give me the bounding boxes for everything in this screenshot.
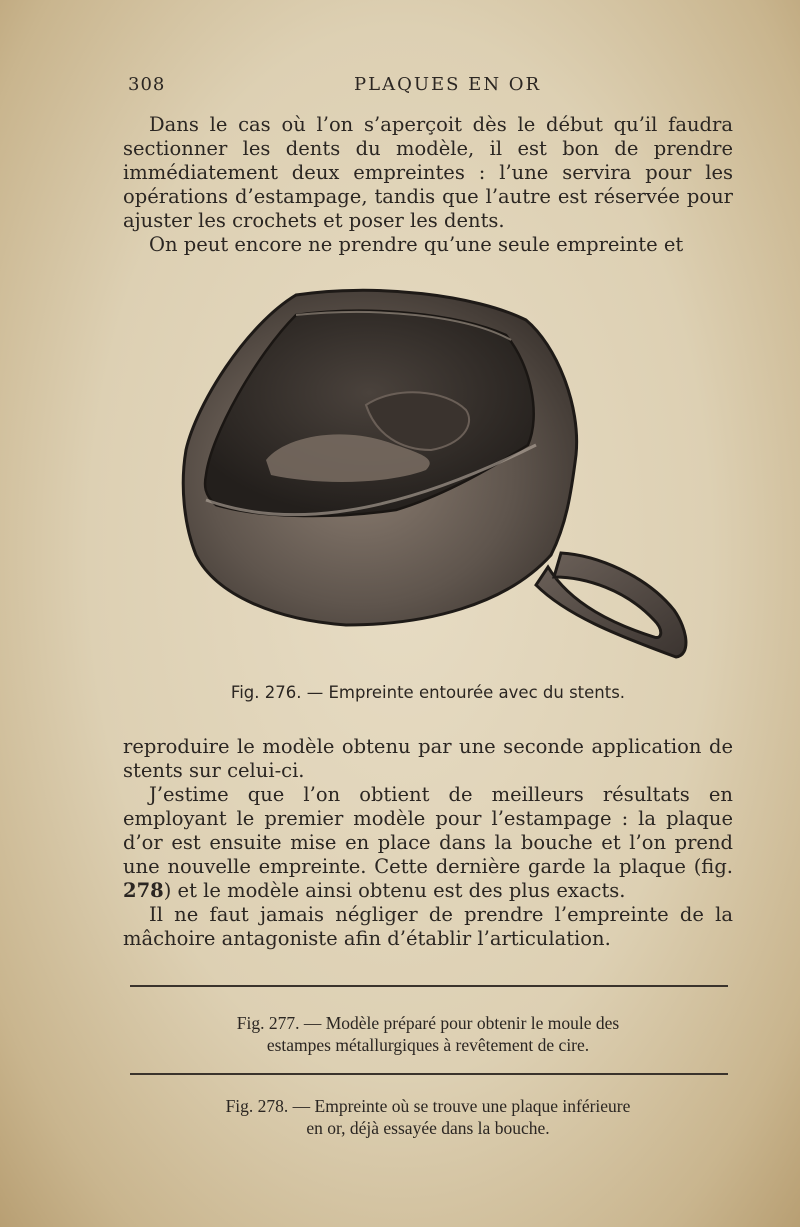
paragraph: Il ne faut jamais négliger de prendre l’empreinte de la mâchoire antagoniste afin d’établir l’articulation. xyxy=(123,903,733,950)
page-number: 308 xyxy=(128,74,166,95)
running-title: PLAQUES EN OR xyxy=(354,74,542,95)
figure-reference: 278 xyxy=(123,879,164,902)
paragraph: reproduire le modèle obtenu par une seconde application de stents sur celui-ci. xyxy=(123,735,733,782)
body-text-top xyxy=(123,113,733,257)
figure-278-caption xyxy=(128,1095,728,1139)
caption-line: Fig. 277. — Modèle préparé pour obtenir le moule des xyxy=(236,1013,620,1033)
impression-tray-illustration xyxy=(176,285,696,675)
figure-277-caption xyxy=(128,1012,728,1056)
figure-caption-text: — Empreinte entourée avec du stents. xyxy=(306,683,626,702)
body-text-bottom xyxy=(123,735,733,951)
figure-276-caption xyxy=(128,682,728,704)
page-header xyxy=(128,74,728,100)
caption-line: en or, déjà essayée dans la bouche. xyxy=(306,1118,550,1138)
divider-rule xyxy=(130,985,728,987)
figure-276-illustration xyxy=(176,285,696,675)
paragraph-text: J’estime que l’on obtient de meilleurs résultats en employant le premier modèle pour l’estampage : la plaque d’or est ensuite mise en place dans la bouche et l’on prend une nouvelle empreinte. Cette dernière garde la plaque xyxy=(123,783,733,878)
figure-ref-open: (fig. xyxy=(693,855,733,878)
divider-rule xyxy=(130,1073,728,1075)
paragraph-text: ) et le modèle ainsi obtenu est des plus exacts. xyxy=(163,879,626,902)
caption-line: Fig. 278. — Empreinte où se trouve une plaque inférieure xyxy=(225,1096,631,1116)
paragraph xyxy=(123,783,733,903)
caption-line: estampes métallurgiques à revêtement de cire. xyxy=(266,1035,590,1055)
figure-label: Fig. 276. xyxy=(230,683,302,702)
paragraph: On peut encore ne prendre qu’une seule empreinte et xyxy=(149,233,684,256)
paragraph: Dans le cas où l’on s’aperçoit dès le début qu’il faudra sectionner les dents du modèle, il est bon de prendre immédiatement deux empreintes : l’une servira pour les opérations d’estampage, tandis que l’autre est réservée pour ajuster les crochets et poser les dents. xyxy=(123,113,733,232)
